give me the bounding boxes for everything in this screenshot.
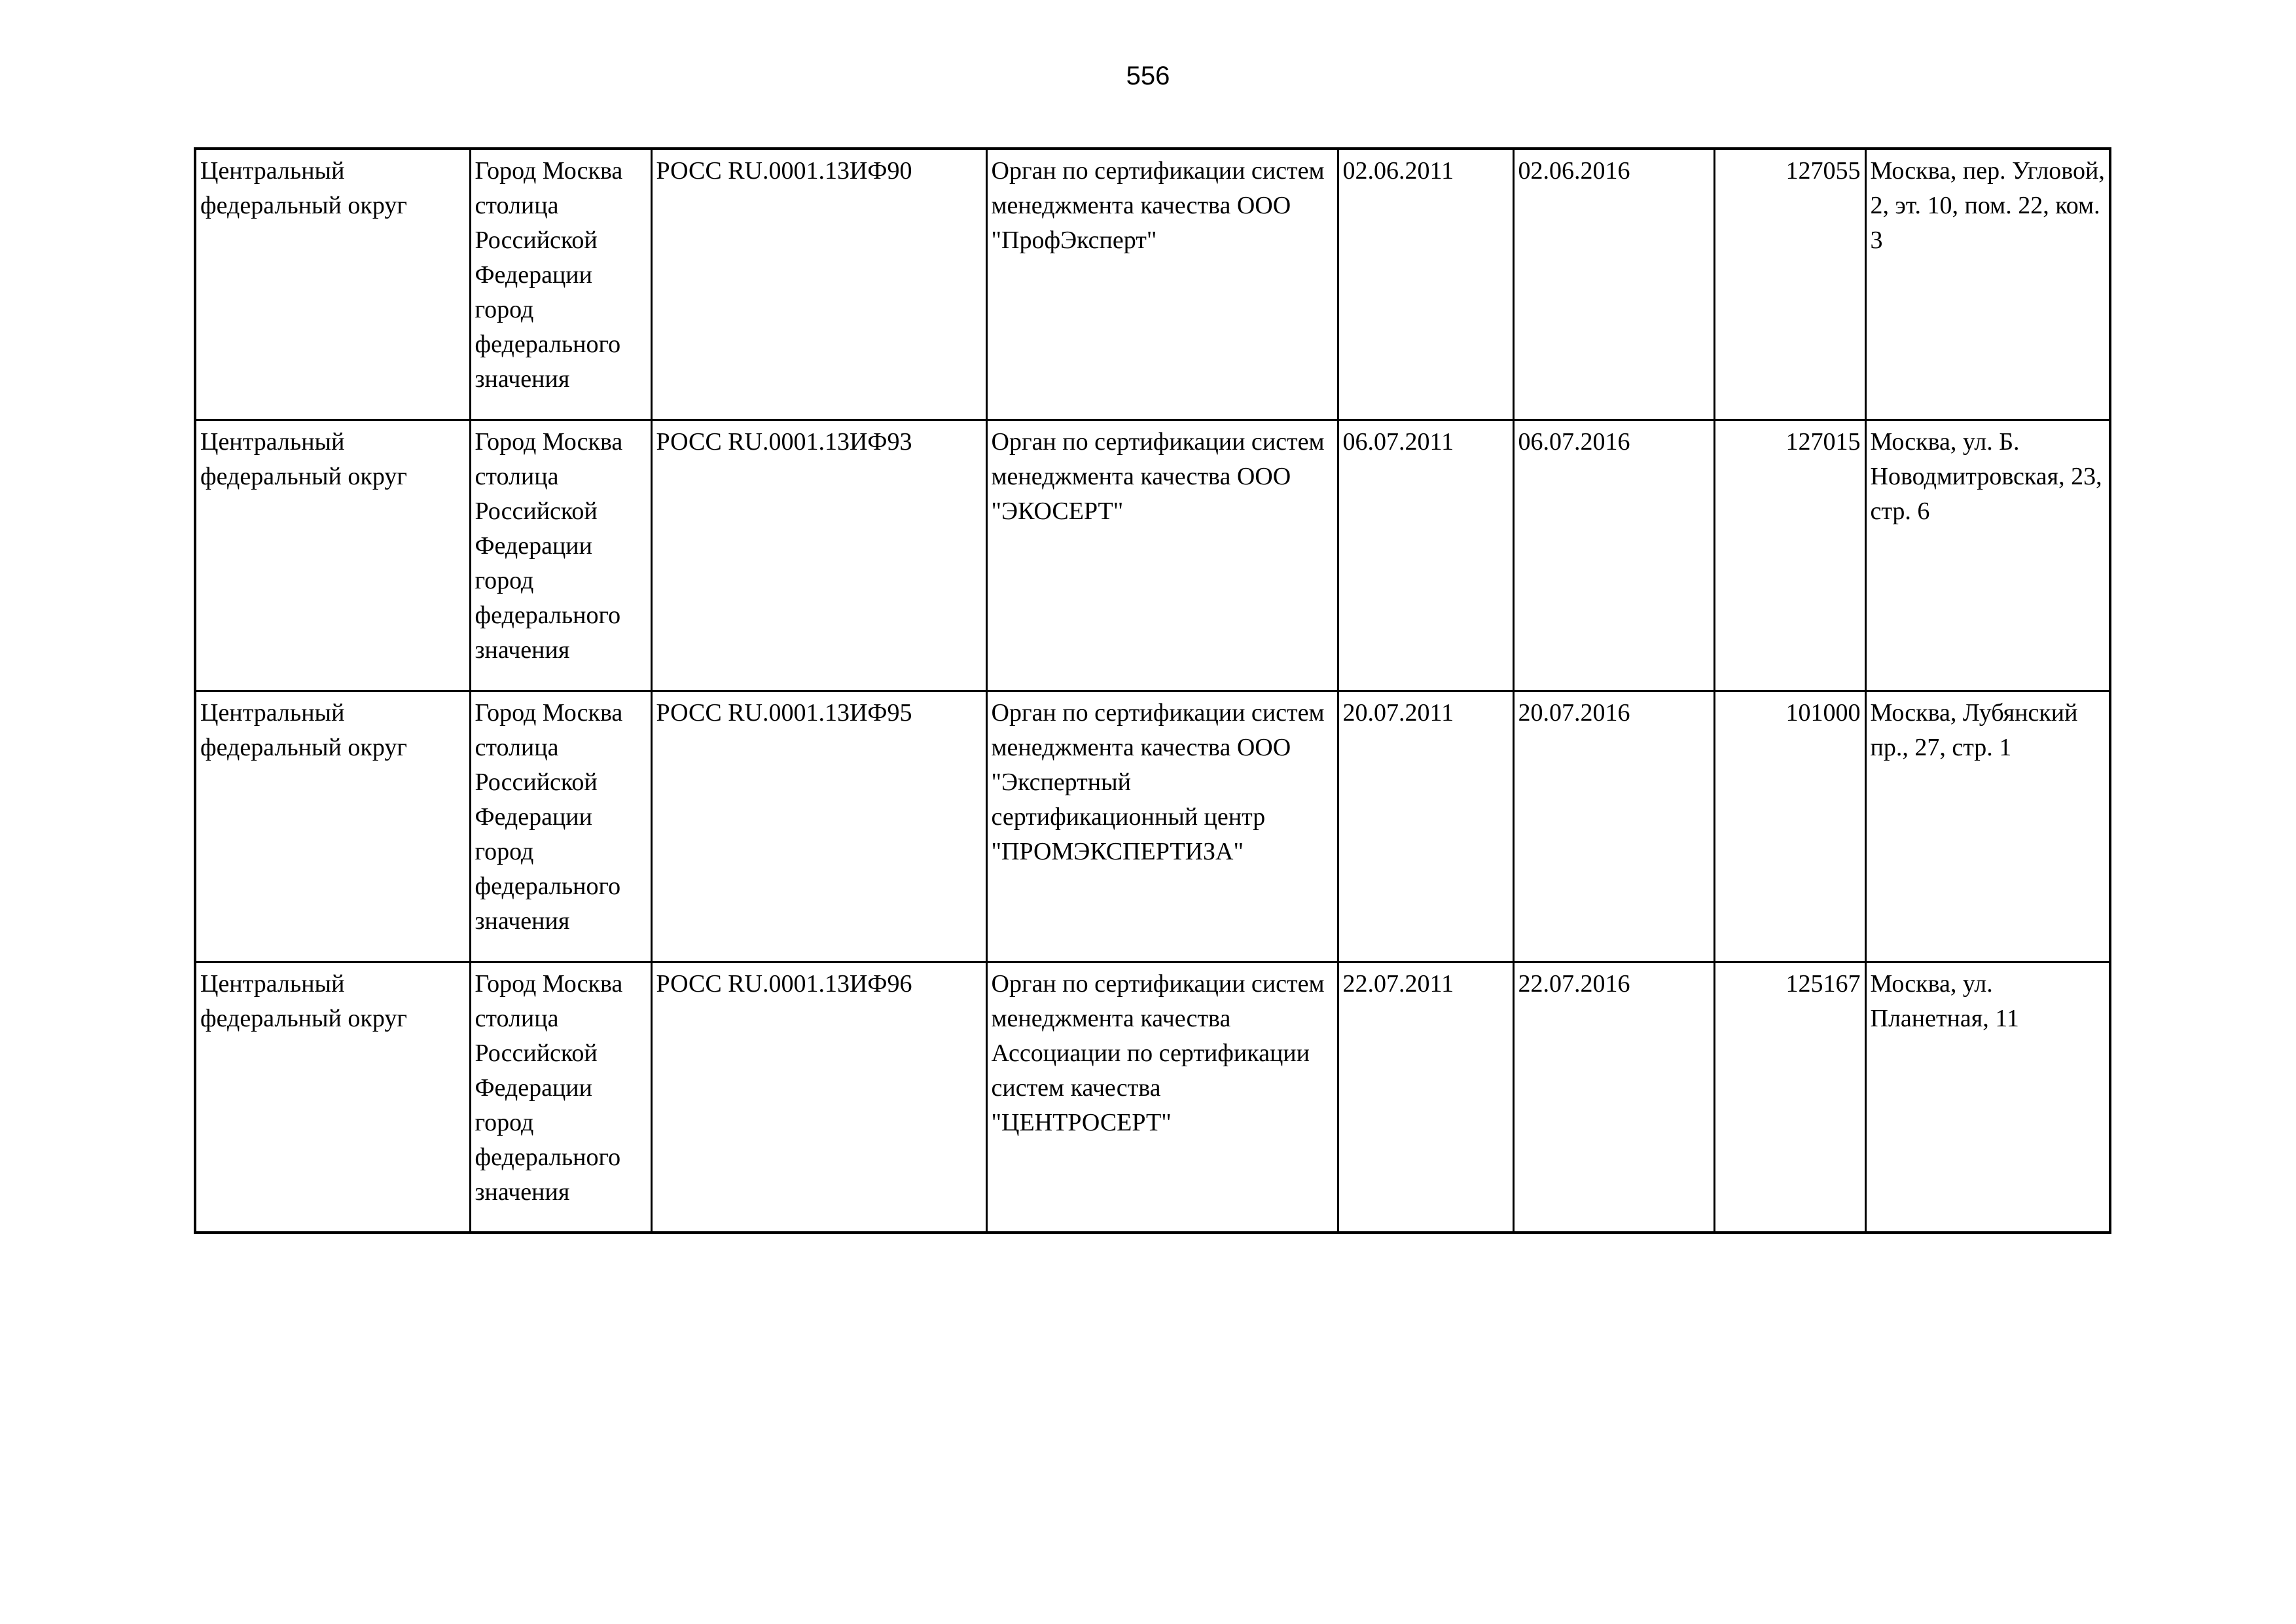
organization-cell: Орган по сертификации систем менеджмента качества ООО "Экспертный сертификационный центр "ПРОМЭКСПЕРТИЗА" (986, 691, 1338, 962)
organization-cell: Орган по сертификации систем менеджмента качества ООО "ПрофЭксперт" (986, 149, 1338, 420)
date-start-cell: 22.07.2011 (1338, 962, 1513, 1233)
registration-number-cell: РОСС RU.0001.13ИФ96 (651, 962, 986, 1233)
region-cell: Город Москва столица Российской Федерации город федерального значения (470, 149, 651, 420)
district-cell: Центральный федеральный округ (195, 962, 470, 1233)
region-cell: Город Москва столица Российской Федерации город федерального значения (470, 962, 651, 1233)
district-cell: Центральный федеральный округ (195, 149, 470, 420)
zip-cell: 127015 (1714, 420, 1865, 691)
table-row (195, 962, 2110, 1233)
address-cell: Москва, Лубянский пр., 27, стр. 1 (1865, 691, 2110, 962)
table-row (195, 691, 2110, 962)
registration-number-cell: РОСС RU.0001.13ИФ90 (651, 149, 986, 420)
region-cell: Город Москва столица Российской Федерации город федерального значения (470, 691, 651, 962)
registration-number-cell: РОСС RU.0001.13ИФ95 (651, 691, 986, 962)
address-cell: Москва, ул. Планетная, 11 (1865, 962, 2110, 1233)
region-cell: Город Москва столица Российской Федерации город федерального значения (470, 420, 651, 691)
date-start-cell: 02.06.2011 (1338, 149, 1513, 420)
page-number: 556 (1126, 62, 1170, 90)
table-row (195, 420, 2110, 691)
date-end-cell: 06.07.2016 (1513, 420, 1714, 691)
registration-number-cell: РОСС RU.0001.13ИФ93 (651, 420, 986, 691)
organization-cell: Орган по сертификации систем менеджмента качества Ассоциации по сертификации систем качества "ЦЕНТРОСЕРТ" (986, 962, 1338, 1233)
address-cell: Москва, ул. Б. Новодмитровская, 23, стр. 6 (1865, 420, 2110, 691)
zip-cell: 125167 (1714, 962, 1865, 1233)
date-end-cell: 22.07.2016 (1513, 962, 1714, 1233)
zip-cell: 127055 (1714, 149, 1865, 420)
address-cell: Москва, пер. Угловой, 2, эт. 10, пом. 22, ком. 3 (1865, 149, 2110, 420)
zip-cell: 101000 (1714, 691, 1865, 962)
date-end-cell: 02.06.2016 (1513, 149, 1714, 420)
date-end-cell: 20.07.2016 (1513, 691, 1714, 962)
date-start-cell: 06.07.2011 (1338, 420, 1513, 691)
district-cell: Центральный федеральный округ (195, 691, 470, 962)
organization-cell: Орган по сертификации систем менеджмента качества ООО "ЭКОСЕРТ" (986, 420, 1338, 691)
district-cell: Центральный федеральный округ (195, 420, 470, 691)
table-row (195, 149, 2110, 420)
certification-registry-table (194, 147, 2111, 1234)
date-start-cell: 20.07.2011 (1338, 691, 1513, 962)
